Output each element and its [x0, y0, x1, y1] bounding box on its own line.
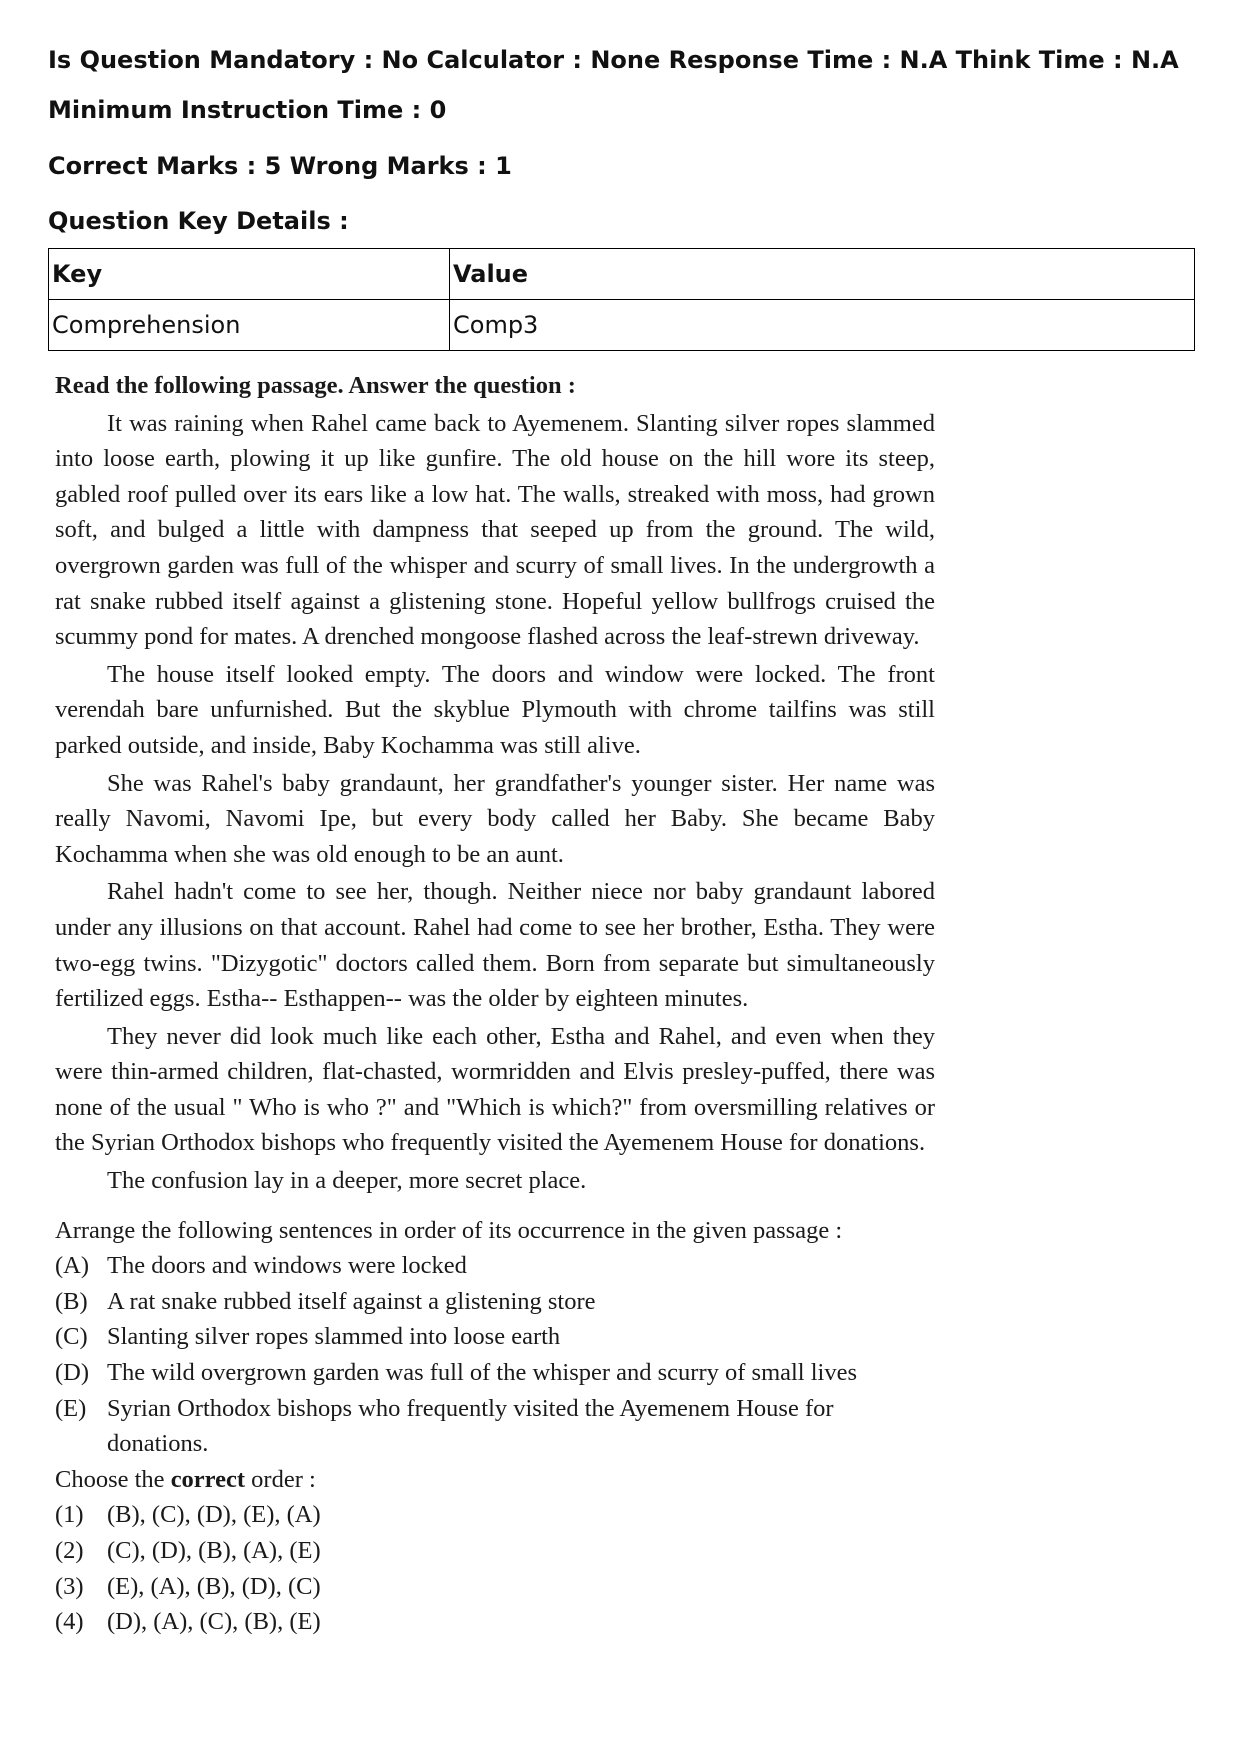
question-key-table	[48, 248, 1195, 351]
option-label: (3)	[55, 1572, 84, 1600]
minimum-instruction-time: Minimum Instruction Time : 0	[48, 96, 447, 124]
table-header-key: Key	[49, 249, 450, 300]
table-header-value: Value	[450, 249, 1195, 300]
marks-info: Correct Marks : 5 Wrong Marks : 1	[48, 152, 512, 180]
question-meta-settings: Is Question Mandatory : No Calculator : None Response Time : N.A Think Time : N.A	[48, 46, 1179, 74]
option-text: (C), (D), (B), (A), (E)	[107, 1537, 321, 1564]
statement-label: (B)	[55, 1287, 88, 1315]
passage-paragraph-1: It was raining when Rahel came back to Ayemenem. Slanting silver ropes slammed into loose earth, plowing it up like gunfire. The old house on the hill wore its steep, gabled roof pulled over its ears like a low hat. The walls, streaked with moss, had grown soft, and bulged a little with dampness that seeped up from the ground. The wild, overgrown garden was full of the whisper and scurry of small lives. In the undergrowth a rat snake rubbed itself against a glistening stone. Hopeful yellow bullfrogs cruised the scummy pond for mates. A drenched mongoose flashed across the leaf-strewn driveway.	[55, 409, 935, 651]
answer-option-1	[55, 1497, 935, 1533]
statement-label: (C)	[55, 1323, 88, 1351]
question-stem: Arrange the following sentences in order of its occurrence in the given passage :	[55, 1216, 843, 1244]
statement-e	[55, 1391, 935, 1462]
question-image-content	[55, 368, 935, 1640]
question-key-details-heading: Question Key Details :	[48, 207, 349, 235]
option-label: (1)	[55, 1501, 84, 1529]
option-text: (B), (C), (D), (E), (A)	[107, 1501, 321, 1529]
statement-text: A rat snake rubbed itself against a glistening store	[107, 1287, 596, 1315]
statement-label: (A)	[55, 1252, 90, 1280]
statement-label: (D)	[55, 1359, 90, 1387]
answer-option-3	[55, 1569, 935, 1605]
statement-text: The doors and windows were locked	[107, 1252, 467, 1280]
passage-paragraph-2: The house itself looked empty. The doors and window were locked. The front verendah bare unfurnished. But the skyblue Plymouth with chrome tailfins was still parked outside, and inside, Baby Kochamma was still alive.	[55, 660, 935, 759]
passage-paragraph-5: They never did look much like each other, Estha and Rahel, and even when they were thin-armed children, flat-chasted, wormridden and Elvis presley-puffed, there was none of the usual " Who is who ?" and "Which is which?" from oversmilling relatives or the Syrian Orthodox bishops who frequently visited the Ayemenem House for donations.	[55, 1022, 935, 1157]
statement-label: (E)	[55, 1394, 87, 1422]
statement-b	[55, 1284, 935, 1320]
passage-paragraph-4: Rahel hadn't come to see her, though. Neither niece nor baby grandaunt labored under any illusions on that account. Rahel had come to see her brother, Estha. They were two-egg twins. "Dizygotic" doctors called them. Born from separate but simultaneously fertilized eggs. Estha-- Esthappen-- was the older by eighteen minutes.	[55, 878, 935, 1013]
statement-text: Slanting silver ropes slammed into loose earth	[107, 1323, 561, 1351]
option-label: (4)	[55, 1608, 84, 1636]
passage-paragraph-3: She was Rahel's baby grandaunt, her grandfather's younger sister. Her name was really Navomi, Navomi Ipe, but every body called her Baby. She became Baby Kochamma when she was old enough to be an aunt.	[55, 769, 935, 868]
choose-prefix: Choose the	[55, 1465, 171, 1493]
answer-option-4	[55, 1604, 935, 1640]
choose-instruction	[55, 1462, 935, 1498]
table-header-row	[49, 249, 1195, 300]
choose-emphasis: correct	[170, 1465, 246, 1493]
option-text: (E), (A), (B), (D), (C)	[107, 1572, 321, 1600]
statement-a	[55, 1248, 935, 1284]
choose-suffix: order :	[245, 1465, 316, 1493]
table-cell-key: Comprehension	[49, 300, 450, 351]
option-label: (2)	[55, 1537, 84, 1564]
table-row	[49, 300, 1195, 351]
passage-heading: Read the following passage. Answer the question :	[55, 372, 576, 399]
statement-text: The wild overgrown garden was full of the whisper and scurry of small lives	[107, 1359, 858, 1387]
answer-option-2	[55, 1533, 935, 1569]
option-text: (D), (A), (C), (B), (E)	[107, 1608, 321, 1636]
statement-c	[55, 1319, 935, 1355]
passage-paragraph-6: The confusion lay in a deeper, more secret place.	[107, 1167, 587, 1195]
statement-text: Syrian Orthodox bishops who frequently visited the Ayemenem House for donations.	[107, 1394, 834, 1458]
statement-d	[55, 1355, 935, 1391]
table-cell-value: Comp3	[450, 300, 1195, 351]
